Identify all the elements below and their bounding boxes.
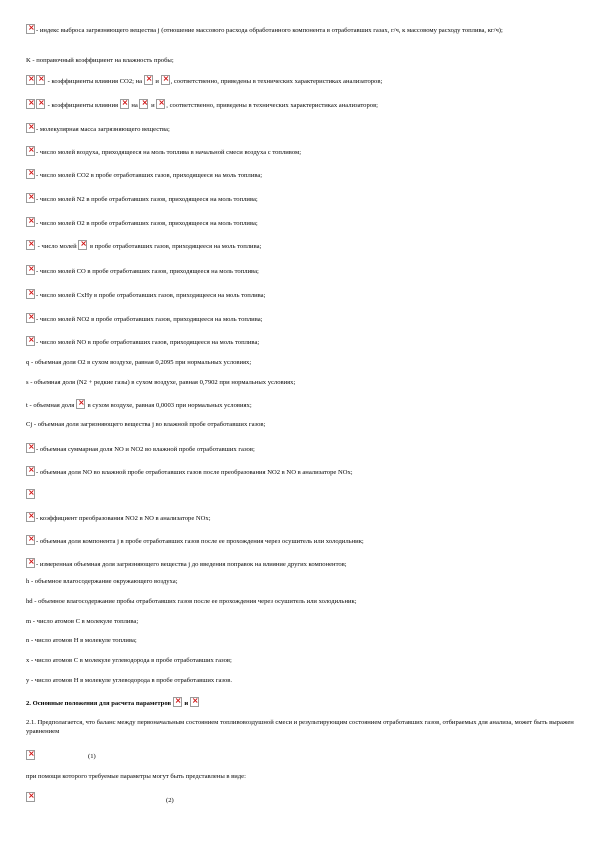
formula-image-icon	[26, 336, 35, 346]
definition-s: s - объемная доля (N2 + редкие газы) в сухом воздухе, равная 0,7902 при нормальных условиях;	[26, 379, 296, 386]
equation-number-1: (1)	[88, 753, 96, 760]
definition-co2-coefficients: ×× - коэффициенты влияния СО2; на × и × , соответственно, приведены в технических характеристиках анализаторов;	[26, 75, 575, 86]
definition-no-after-conversion: ×- объемная доля NO во влажной пробе отработавших газов после преобразования NO2 в NO в анализаторе NOx;	[26, 466, 575, 477]
standalone-formula	[26, 489, 575, 500]
formula-image-icon	[26, 535, 35, 545]
formula-image-icon	[26, 123, 35, 133]
formula-image-icon	[26, 24, 35, 34]
formula-image-icon	[26, 443, 35, 453]
definition-no2-moles: ×- число молей NO2 в пробе отработавших газов, приходящееся на моль топлива;	[26, 313, 575, 324]
definition-emission-index: ×- индекс выброса загрязняющего вещества j (отношение массового расхода обработанного компонента в отработавших газах, г/ч, к массовому расходу топлива, кг/ч);	[26, 24, 575, 35]
formula-image-icon	[144, 75, 153, 85]
definition-q: q - объемная доля О2 в сухом воздухе, равная 0,2095 при нормальных условиях;	[26, 359, 252, 366]
formula-image-icon	[26, 75, 35, 85]
formula-image-icon	[26, 193, 35, 203]
definition-co2-moles: ×- число молей СО2 в пробе отработавших газов, приходящееся на моль топлива;	[26, 169, 575, 180]
definition-m: m - число атомов С в молекуле топлива;	[26, 618, 139, 625]
definition-other-coefficients: ×× - коэффициенты влияния × на × и × , соответственно, приведены в технических характеристиках анализаторов;	[26, 99, 575, 110]
formula-image-icon	[78, 240, 87, 250]
formula-image-icon	[26, 512, 35, 522]
formula-image-icon	[76, 399, 85, 409]
formula-image-icon	[36, 75, 45, 85]
paragraph-2-1: 2.1. Предполагается, что баланс между первоначальным состоянием топливовоздушной смеси и результирующим состоянием отработавших газов, отбираемых для анализа, может быть выражен уравнением	[26, 719, 574, 735]
definition-cj: Cj - объемная доля загрязняющего вещества j во влажной пробе отработавших газов;	[26, 421, 266, 428]
definition-n: n - число атомов Н в молекуле топлива;	[26, 637, 137, 644]
formula-image-icon	[26, 289, 35, 299]
definition-component-moles: × - число молей × в пробе отработавших газов, приходящееся на моль топлива;	[26, 240, 575, 251]
definition-measured-fraction: ×- измеренная объемная доля загрязняющего вещества j до введения поправок на влияние других компонентов;	[26, 558, 575, 569]
definition-no-moles: ×- число молей NO в пробе отработавших газов, приходящееся на моль топлива;	[26, 336, 575, 347]
formula-image-icon	[26, 240, 35, 250]
definition-y: y - число атомов Н в молекуле углеводорода в пробе отработавших газов.	[26, 677, 233, 684]
formula-image-icon	[139, 99, 148, 109]
equation-number-2: (2)	[166, 797, 174, 804]
formula-image-icon	[26, 792, 35, 802]
definition-n2-moles: ×- число молей N2 в пробе отработавших газов, приходящееся на моль топлива;	[26, 193, 575, 204]
definition-nox-total: ×- объемная суммарная доля NO и NO2 во влажной пробе отработавших газов;	[26, 443, 575, 454]
definition-dried-fraction: ×- объемная доля компонента j в пробе отработавших газов после ее прохождения через осушитель или холодильник;	[26, 535, 575, 546]
definition-co-moles: ×- число молей СО в пробе отработавших газов, приходящееся на моль топлива;	[26, 265, 575, 276]
formula-image-icon	[26, 750, 35, 760]
formula-image-icon	[36, 99, 45, 109]
definition-k: K - поправочный коэффициент на влажность пробы;	[26, 57, 174, 64]
equation-2	[26, 792, 575, 803]
definition-o2-moles: ×- число молей О2 в пробе отработавших газов, приходящееся на моль топлива;	[26, 217, 575, 228]
formula-image-icon	[26, 466, 35, 476]
equation-1	[26, 750, 575, 761]
paragraph-representation: при помощи которого требуемые параметры могут быть представлены в виде:	[26, 773, 246, 780]
formula-image-icon	[120, 99, 129, 109]
formula-image-icon	[26, 217, 35, 227]
formula-image-icon	[173, 697, 182, 707]
section-heading: 2. Основные положения для расчета параметров × и ×	[26, 697, 575, 708]
definition-x: x - число атомов С в молекуле углеводорода в пробе отработавших газов;	[26, 657, 232, 664]
formula-image-icon	[190, 697, 199, 707]
definition-h: h - объемное влагосодержание окружающего воздуха;	[26, 578, 178, 585]
formula-image-icon	[161, 75, 170, 85]
formula-image-icon	[26, 313, 35, 323]
definition-t: t - объемная доля × в сухом воздухе, равная 0,0003 при нормальных условиях;	[26, 399, 575, 410]
formula-image-icon	[26, 489, 35, 499]
definition-hd: hd - объемное влагосодержание пробы отработавших газов после ее прохождения через осушитель или холодильник;	[26, 598, 357, 605]
formula-image-icon	[26, 146, 35, 156]
definition-molar-mass: ×- молекулярная масса загрязняющего вещества;	[26, 123, 575, 134]
formula-image-icon	[26, 265, 35, 275]
definition-conversion-coefficient: ×- коэффициент преобразования NO2 в NO в анализаторе NOx;	[26, 512, 575, 523]
formula-image-icon	[26, 169, 35, 179]
definition-cxhy-moles: ×- число молей CxHy в пробе отработавших газов, приходящееся на моль топлива;	[26, 289, 575, 300]
definition-air-moles: ×- число молей воздуха, приходящееся на моль топлива в начальной смеси воздуха с топливом;	[26, 146, 575, 157]
formula-image-icon	[156, 99, 165, 109]
formula-image-icon	[26, 99, 35, 109]
formula-image-icon	[26, 558, 35, 568]
